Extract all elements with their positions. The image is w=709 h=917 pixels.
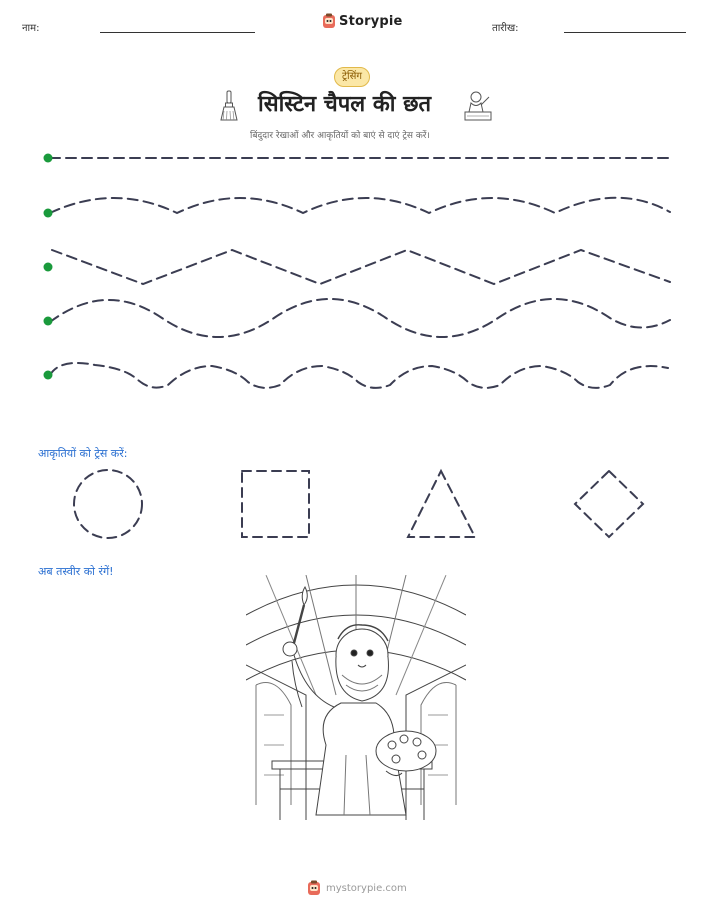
date-label: तारीख: — [492, 23, 519, 34]
tracing-lines — [0, 0, 709, 400]
tracing-badge: ट्रेसिंग — [334, 67, 370, 87]
coloring-picture — [246, 575, 466, 820]
storypie-logo-icon — [307, 880, 321, 896]
footer-link[interactable]: mystorypie.com — [326, 882, 407, 894]
trace-shape-square — [242, 471, 309, 537]
brand-name: Storypie — [339, 13, 403, 29]
name-label: नाम: — [22, 23, 40, 34]
start-dot — [44, 317, 53, 326]
tracing-shapes — [0, 460, 709, 550]
start-dot — [44, 263, 53, 272]
trace-shape-diamond — [575, 471, 643, 537]
start-dot — [44, 154, 53, 163]
coloring-heading: अब तस्वीर को रंगें! — [38, 565, 114, 578]
trace-shape-triangle — [408, 471, 475, 537]
page-title: सिस्टिन चैपल की छत — [258, 92, 432, 117]
trace-line-bumps — [50, 363, 668, 388]
instructions: बिंदुदार रेखाओं और आकृतियों को बाएं से दाएं ट्रेस करें। — [250, 131, 430, 141]
start-dot — [44, 209, 53, 218]
trace-line-wave — [50, 299, 670, 337]
footer — [307, 880, 407, 896]
trace-line-arcs — [50, 198, 670, 213]
trace-shape-circle — [74, 470, 142, 538]
shapes-heading: आकृतियों को ट्रेस करें: — [38, 447, 128, 460]
trace-line-zigzag — [52, 250, 670, 284]
start-dot — [44, 371, 53, 380]
